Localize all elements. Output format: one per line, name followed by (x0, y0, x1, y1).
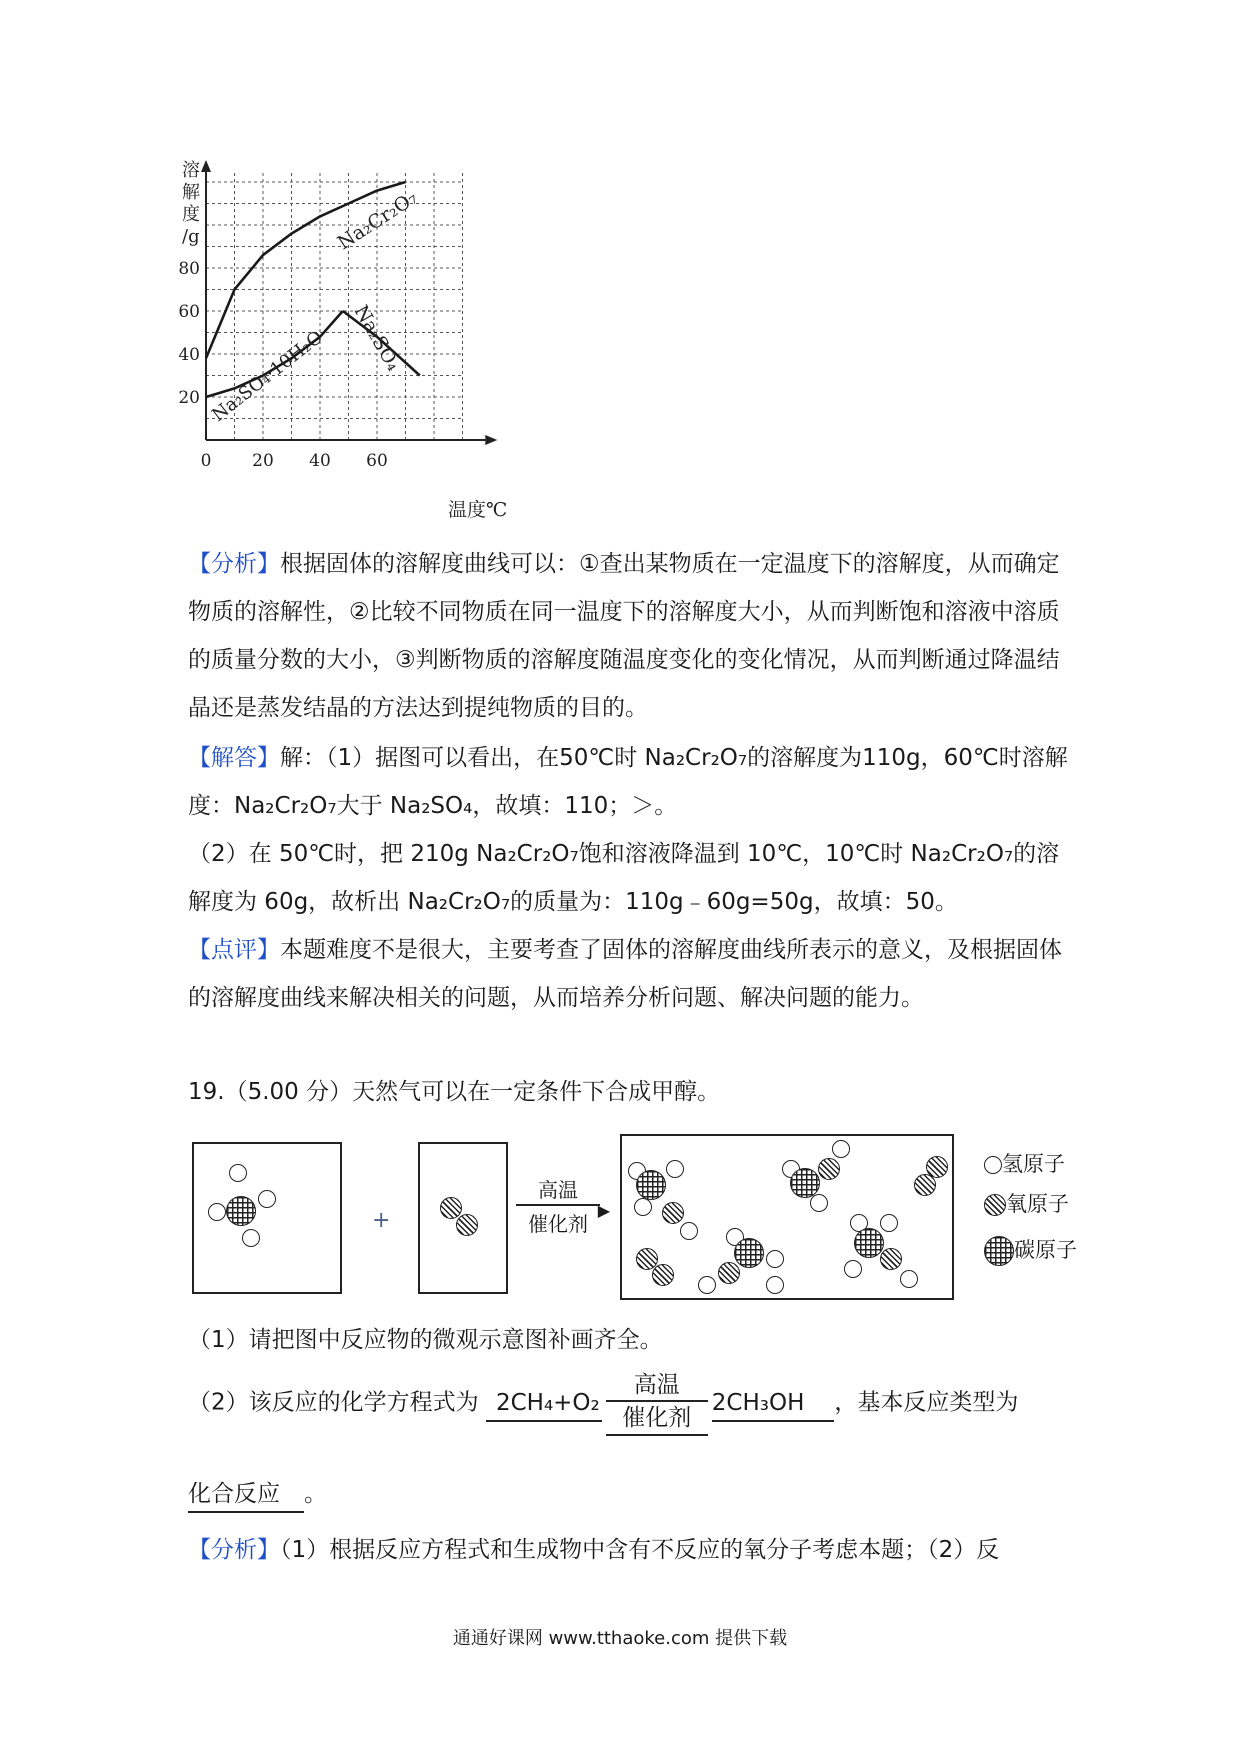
reactant-box-methane (192, 1142, 342, 1294)
y-axis-label-part: 度 (182, 204, 200, 225)
y-tick-label: 40 (178, 345, 200, 365)
oxygen-atom (456, 1214, 478, 1236)
arrow-head-icon: ▶ (597, 1201, 610, 1220)
legend-item-carbon (984, 1236, 1077, 1266)
oxygen-atom (652, 1264, 674, 1286)
x-tick-label: 40 (309, 451, 331, 471)
y-axis-label-part: /g (182, 226, 200, 247)
x-tick-label: 20 (252, 451, 274, 471)
equation-right: 2CH₃OH (712, 1386, 835, 1422)
answer-part-2 (188, 830, 1068, 926)
analysis-tag: 【分析】 (188, 551, 280, 577)
y-tick-label: 20 (178, 388, 200, 408)
analysis-paragraph (188, 540, 1068, 732)
hydrogen-atom (698, 1276, 716, 1294)
y-axis-label-part: 解 (182, 182, 200, 203)
analysis-tag-2: 【分析】 (188, 1537, 280, 1563)
solubility-chart (178, 160, 553, 532)
hydrogen-atom (782, 1160, 800, 1178)
carbon-legend-icon (984, 1236, 1014, 1266)
arrow-condition-bottom: 催化剂 (528, 1212, 588, 1236)
equation-condition-bottom: 催化剂 (606, 1402, 708, 1436)
hydrogen-atom (880, 1214, 898, 1232)
hydrogen-atom (258, 1190, 276, 1208)
reaction-arrow (510, 1176, 610, 1238)
hydrogen-atom (844, 1260, 862, 1278)
question-19-title: 19.（5.00 分）天然气可以在一定条件下合成甲醇。 (188, 1079, 721, 1105)
answer-paragraph (188, 734, 1068, 830)
hydrogen-atom (726, 1228, 744, 1246)
y-axis-arrow (201, 160, 211, 172)
hydrogen-atom (666, 1160, 684, 1178)
hydrogen-atom (900, 1270, 918, 1288)
legend (984, 1150, 1077, 1266)
carbon-atom (226, 1196, 256, 1226)
oxygen-atom (662, 1202, 684, 1224)
hydrogen-atom (766, 1250, 784, 1268)
legend-label-hydrogen: 氢原子 (1002, 1152, 1065, 1176)
oxygen-atom (818, 1158, 840, 1180)
x-axis-label: 温度℃ (448, 499, 508, 521)
hydrogen-atom (208, 1203, 226, 1221)
hydrogen-atom (229, 1164, 247, 1182)
oxygen-atom (926, 1156, 948, 1178)
reaction-type: 化合反应 (188, 1477, 304, 1513)
oxygen-atom (880, 1248, 902, 1270)
oxygen-atom (440, 1197, 462, 1219)
oxygen-atom (636, 1248, 658, 1270)
plus-sign: + (372, 1208, 391, 1233)
reaction-type-period: 。 (304, 1481, 327, 1507)
curve-label-na2so4-10h2o: Na₂SO₄·10H₂O (208, 326, 327, 426)
hydrogen-atom (832, 1140, 850, 1158)
analysis-text-2: （1）根据反应方程式和生成物中含有不反应的氧分子考虑本题；（2）反 (280, 1537, 1000, 1563)
answer-line-1: 解：（1）据图可以看出，在50℃时 Na₂Cr₂O₇的溶解度为110g，60℃时溶解度：Na₂Cr₂O₇大于 Na₂SO₄，故填：110；＞。 (188, 745, 1068, 819)
hydrogen-atom (766, 1276, 784, 1294)
y-tick-label: 60 (178, 302, 200, 322)
question-19-part-2 (188, 1370, 1068, 1436)
hydrogen-atom (628, 1162, 646, 1180)
legend-label-oxygen: 氧原子 (1006, 1192, 1069, 1216)
hydrogen-atom (810, 1194, 828, 1212)
comment-paragraph (188, 926, 1068, 1022)
y-tick-label: 80 (178, 259, 200, 279)
x-tick-label: 60 (366, 451, 388, 471)
arrow-condition-top: 高温 (538, 1178, 578, 1202)
y-axis-label (182, 160, 200, 247)
carbon-atom (854, 1228, 884, 1258)
curve-label-na2so4: Na₂SO₄ (349, 301, 405, 375)
hydrogen-atom (850, 1214, 868, 1232)
legend-item-hydrogen (984, 1150, 1077, 1190)
carbon-atom (790, 1168, 820, 1198)
y-axis-label-part: 溶 (182, 160, 200, 181)
reactant-box-oxygen (418, 1142, 508, 1294)
equation-condition (606, 1370, 708, 1436)
product-box (620, 1134, 954, 1300)
hydrogen-legend-icon (984, 1156, 1002, 1174)
hydrogen-atom (680, 1222, 698, 1240)
analysis-paragraph-2 (188, 1526, 1068, 1574)
x-axis-arrow (485, 435, 497, 445)
comment-text: 本题难度不是很大，主要考查了固体的溶解度曲线所表示的意义，及根据固体的溶解度曲线来解决相关的问题，从而培养分析问题、解决问题的能力。 (188, 937, 1062, 1011)
oxygen-atom (914, 1174, 936, 1196)
comment-tag: 【点评】 (188, 937, 280, 963)
oxygen-legend-icon (984, 1194, 1006, 1216)
page-footer: 通通好课网 www.tthaoke.com 提供下载 (452, 1628, 788, 1649)
curve-label-na2cr2o7: Na₂Cr₂O₇ (333, 186, 422, 255)
reaction-type-answer (188, 1470, 1068, 1518)
part-2-prefix: （2）该反应的化学方程式为 (188, 1389, 479, 1416)
part-2-suffix: ，基本反应类型为 (834, 1389, 1019, 1416)
arrow-line (516, 1201, 610, 1220)
hydrogen-atom (634, 1198, 652, 1216)
analysis-text: 根据固体的溶解度曲线可以：①查出某物质在一定温度下的溶解度，从而确定物质的溶解性，②比较不同物质在同一温度下的溶解度大小，从而判断饱和溶液中溶质的质量分数的大小，③判断物质的溶解度随温度变化的变化情况，从而判断通过降温结晶还是蒸发结晶的方法达到提纯物质的目的。 (188, 551, 1060, 721)
answer-line-2: （2）在 50℃时，把 210g Na₂Cr₂O₇饱和溶液降温到 10℃，10℃时 Na₂Cr₂O₇的溶解度为 60g，故析出 Na₂Cr₂O₇的质量为：110g﹣60g=50g，故填：50。 (188, 841, 1060, 915)
answer-tag: 【解答】 (188, 745, 280, 771)
equation-condition-top: 高温 (606, 1370, 708, 1402)
equation-left: 2CH₄+O₂ (486, 1386, 602, 1422)
x-tick-label: 0 (200, 451, 212, 471)
carbon-atom (734, 1238, 764, 1268)
oxygen-atom (718, 1262, 740, 1284)
question-19-part-1: （1）请把图中反应物的微观示意图补画齐全。 (188, 1327, 663, 1353)
legend-item-oxygen (984, 1190, 1077, 1236)
carbon-atom (636, 1170, 666, 1200)
hydrogen-atom (242, 1229, 260, 1247)
legend-label-carbon: 碳原子 (1014, 1238, 1077, 1262)
